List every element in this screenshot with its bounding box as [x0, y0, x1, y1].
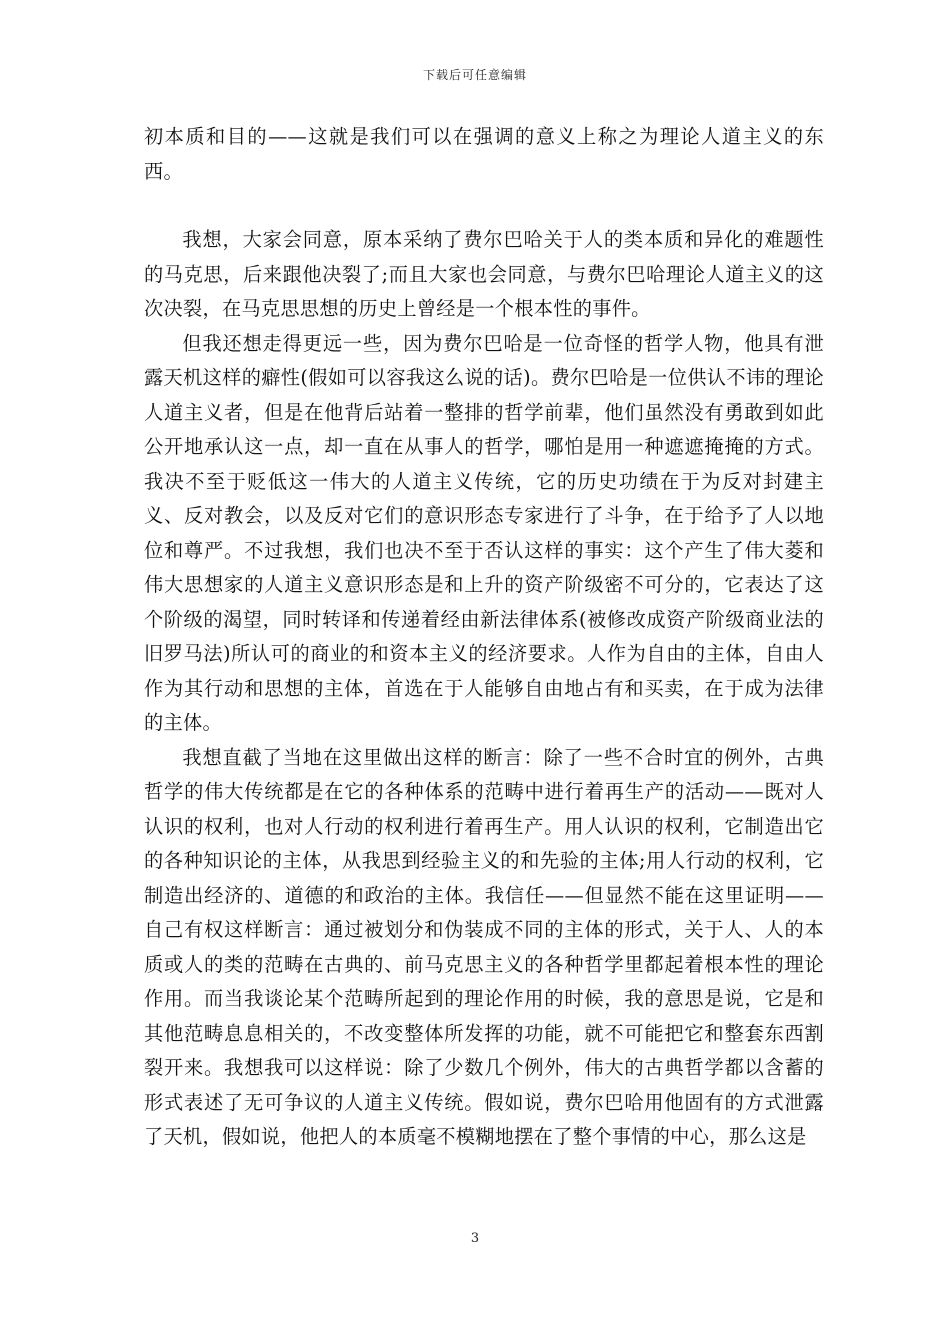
paragraph-continuation: 初本质和目的——这就是我们可以在强调的意义上称之为理论人道主义的东西。 — [144, 125, 824, 183]
document-body — [144, 120, 824, 1155]
paragraph-feuerbach-break: 我想，大家会同意，原本采纳了费尔巴哈关于人的类本质和异化的难题性的马克思，后来跟他决裂了;而且大家也会同意，与费尔巴哈理论人道主义的这次决裂，在马克思思想的历史上曾经是一个根本性的事件。 — [144, 228, 824, 320]
paragraph-classical-philosophy: 我想直截了当地在这里做出这样的断言：除了一些不合时宜的例外，古典哲学的伟大传统都是在它的各种体系的范畴中进行着再生产的活动——既对人认识的权利，也对人行动的权利进行着再生产。用人认识的权利，它制造出它的各种知识论的主体，从我思到经验主义的和先验的主体;用人行动的权利，它制造出经济的、道德的和政治的主体。我信任——但显然不能在这里证明——自己有权这样断言：通过被划分和伪装成不同的主体的形式，关于人、人的本质或人的类的范畴在古典的、前马克思主义的各种哲学里都起着根本性的理论作用。而当我谈论某个范畴所起到的理论作用的时候，我的意思是说，它是和其他范畴息息相关的，不改变整体所发挥的功能，就不可能把它和整套东西割裂开来。我想我可以这样说：除了少数几个例外，伟大的古典哲学都以含蓄的形式表述了无可争议的人道主义传统。假如说，费尔巴哈用他固有的方式泄露了天机，假如说，他把人的本质毫不模糊地摆在了整个事情的中心，那么这是 — [144, 745, 824, 1148]
page-number: 3 — [470, 1231, 480, 1246]
page-header: 下载后可任意编辑 — [422, 68, 527, 82]
paragraph-humanist-tradition: 但我还想走得更远一些，因为费尔巴哈是一位奇怪的哲学人物，他具有泄露天机这样的癖性(假如可以容我这么说的话)。费尔巴哈是一位供认不讳的理论人道主义者，但是在他背后站着一整排的哲学前辈，他们虽然没有勇敢到如此公开地承认这一点，却一直在从事人的哲学，哪怕是用一种遮遮掩掩的方式。我决不至于贬低这一伟大的人道主义传统，它的历史功绩在于为反对封建主义、反对教会，以及反对它们的意识形态专家进行了斗争，在于给予了人以地位和尊严。不过我想，我们也决不至于否认这样的事实：这个产生了伟大菱和伟大思想家的人道主义意识形态是和上升的资产阶级密不可分的，它表达了这个阶级的渴望，同时转译和传递着经由新法律体系(被修改成资产阶级商业法的旧罗马法)所认可的商业的和资本主义的经济要求。人作为自由的主体，自由人作为其行动和思想的主体，首选在于人能够自由地占有和买卖，在于成为法律的主体。 — [144, 331, 824, 734]
